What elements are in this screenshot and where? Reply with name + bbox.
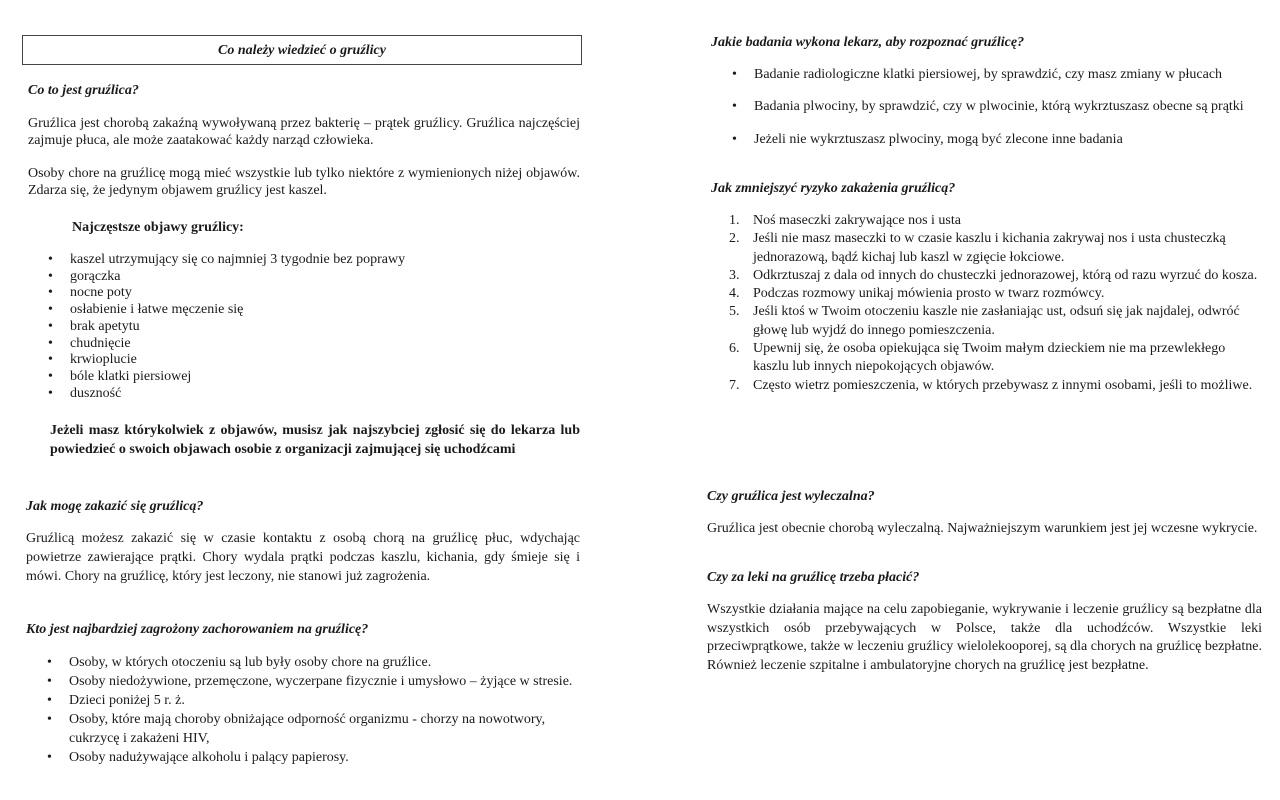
list-item: • osłabienie i łatwe męczenie się xyxy=(70,302,570,319)
section-heading-risk-groups: Kto jest najbardziej zagrożony zachorowaniem na gruźlicę? xyxy=(26,622,369,637)
list-item: • nocne poty xyxy=(70,285,570,302)
list-item: • chudnięcie xyxy=(70,336,570,353)
list-item: 4. Podczas rozmowy unikaj mówienia prosto w twarz rozmówcy. xyxy=(729,286,1105,302)
document-title: Co należy wiedzieć o gruźlicy xyxy=(22,35,582,65)
list-item: 7. Często wietrz pomieszczenia, w których przebywasz z innymi osobami, jeśli to możliwe. xyxy=(729,377,1253,393)
list-item: • Badania plwociny, by sprawdzić, czy w plwocinie, którą wykrztuszasz obecne są prątki xyxy=(754,98,1262,116)
list-item: • Osoby, w których otoczeniu są lub były osoby chore na gruźlice. xyxy=(69,653,574,672)
list-item: • duszność xyxy=(70,386,570,403)
list-item: • brak apetytu xyxy=(70,319,570,336)
list-item: • Dzieci poniżej 5 r. ż. xyxy=(69,691,574,710)
symptoms-list xyxy=(70,252,570,402)
paragraph-curable: Gruźlica jest obecnie chorobą wyleczalną. Najważniejszym warunkiem jest jej wczesne wykrycie. xyxy=(707,521,1258,536)
list-item: 1. Noś maseczki zakrywające nos i usta xyxy=(729,213,961,228)
section-heading-prevention: Jak zmniejszyć ryzyko zakażenia gruźlicą? xyxy=(711,181,956,196)
list-item: • Osoby, które mają choroby obniżające odporność organizmu - chorzy na nowotwory, cukrzycę i zakażeni HIV, xyxy=(69,710,574,748)
list-item: 6. Upewnij się, że osoba opiekująca się Twoim małym dzieckiem nie ma przewlekłego kaszlu lub innych niepokojących objawów. xyxy=(729,341,1226,375)
paragraph-cost: Wszystkie działania mające na celu zapobieganie, wykrywanie i leczenie gruźlicy są bezpłatne dla wszystkich osób przebywających w Polsce, także dla uchodźców. Wszystkie leki przeciwprątkowe, także w leczeniu gruźlicy wielolekooporej, są dla chorych na gruźlicę bezpłatne. Również leczenie szpitalne i ambulatoryjne chorych na gruźlicę jest bezpłatne. xyxy=(707,602,1262,673)
list-item: 2. Jeśli nie masz maseczki to w czasie kaszlu i kichania zakrywaj nos i usta chusteczką jednorazową, bądź kichaj lub kaszl w zgięcie łokciowe. xyxy=(729,231,1226,265)
list-item: • bóle klatki piersiowej xyxy=(70,369,570,386)
section-heading-tests: Jakie badania wykona lekarz, aby rozpoznać gruźlicę? xyxy=(711,35,1025,50)
list-item: • Badanie radiologiczne klatki piersiowej, by sprawdzić, czy masz zmiany w płucach xyxy=(754,66,1262,83)
list-item: • Osoby niedożywione, przemęczone, wyczerpane fizycznie i umysłowo – żyjące w stresie. xyxy=(69,672,574,691)
list-item: • gorączka xyxy=(70,269,570,286)
list-item: 5. Jeśli ktoś w Twoim otoczeniu kaszle nie zasłaniając ust, odsuń się jak najdalej, odwróć głowę lub wyjdź do innego pomieszczenia. xyxy=(729,304,1240,338)
section-heading-how-infected: Jak mogę zakazić się gruźlicą? xyxy=(26,499,204,514)
section-heading-what-is: Co to jest gruźlica? xyxy=(28,83,139,98)
risk-groups-list xyxy=(69,653,574,767)
list-item: • kaszel utrzymujący się co najmniej 3 tygodnie bez poprawy xyxy=(70,252,570,269)
prevention-list xyxy=(729,212,1263,395)
symptoms-heading: Najczęstsze objawy gruźlicy: xyxy=(72,220,244,235)
tests-list xyxy=(754,66,1262,148)
list-item: 3. Odkrztuszaj z dala od innych do chusteczki jednorazowej, którą od razu wyrzuć do kosza. xyxy=(729,267,1258,283)
paragraph-definition: Gruźlica jest chorobą zakaźną wywoływaną przez bakterię – prątek gruźlicy. Gruźlica najczęściej zajmuje płuca, ale może zaatakować każdy narząd człowieka. xyxy=(28,116,580,148)
paragraph-symptoms-intro: Osoby chore na gruźlicę mogą mieć wszystkie lub tylko niektóre z wymienionych niżej objawów. Zdarza się, że jedynym objawem gruźlicy jest kaszel. xyxy=(28,166,580,198)
list-item: • Osoby nadużywające alkoholu i palący papierosy. xyxy=(69,748,574,767)
warning-text: Jeżeli masz którykolwiek z objawów, musisz jak najszybciej zgłosić się do lekarza lub powiedzieć o swoich objawach osobie z organizacji zajmującej się uchodźcami xyxy=(50,423,580,457)
list-item: • krwioplucie xyxy=(70,352,570,369)
paragraph-transmission: Gruźlicą możesz zakazić się w czasie kontaktu z osobą chorą na gruźlicę płuc, wdychając powietrze zawierające prątki. Chory wydala prątki podczas kaszlu, kichania, gdy śmieje się i mówi. Chory na gruźlicę, który jest leczony, nie stanowi już zagrożenia. xyxy=(26,531,580,584)
list-item: • Jeżeli nie wykrztuszasz plwociny, mogą być zlecone inne badania xyxy=(754,131,1262,148)
section-heading-cost: Czy za leki na gruźlicę trzeba płacić? xyxy=(707,570,920,585)
section-heading-curable: Czy gruźlica jest wyleczalna? xyxy=(707,489,875,504)
